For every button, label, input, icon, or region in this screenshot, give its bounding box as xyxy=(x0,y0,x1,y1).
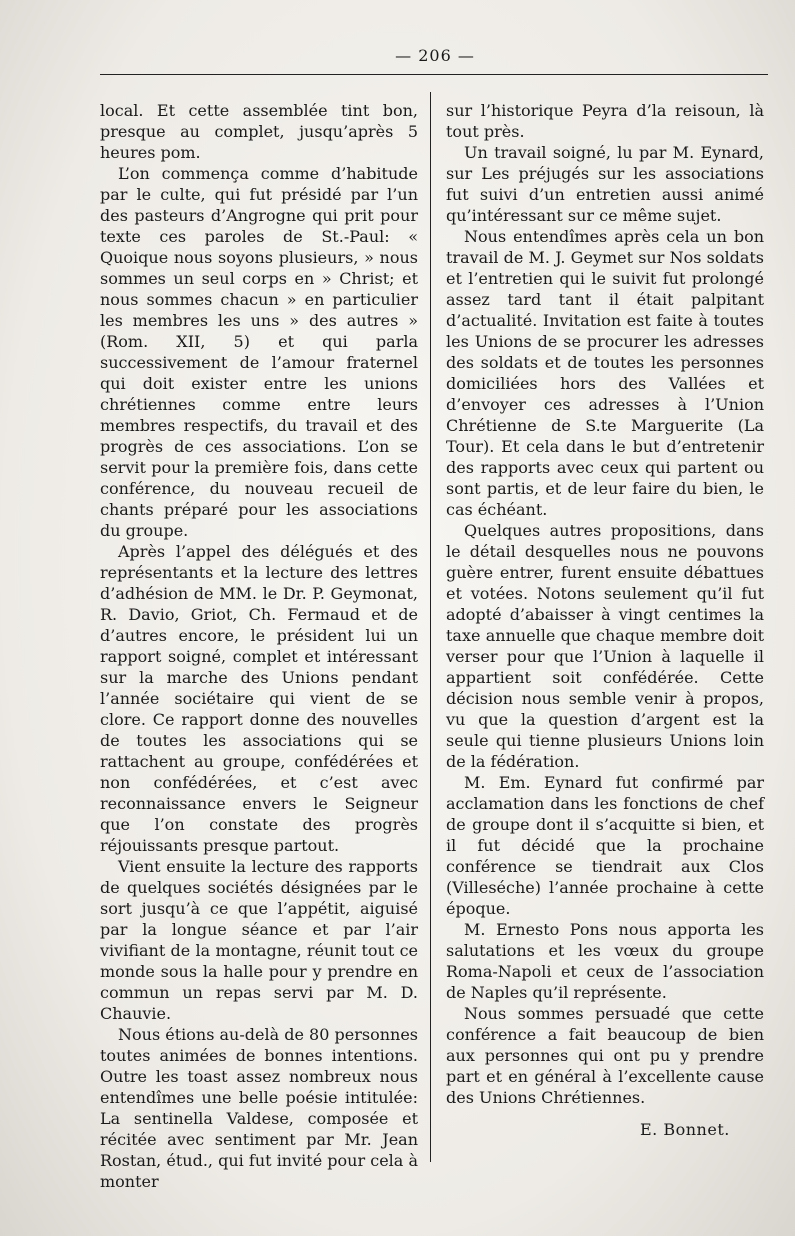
paragraph: Nous sommes persuadé que cette conférence a fait beaucoup de bien aux personnes qui ont pu y prendre part et en général à l’excellente cause des Unions Chrétiennes. xyxy=(446,1004,764,1107)
paragraph: M. Ernesto Pons nous apporta les salutations et les vœux du groupe Roma-Napoli et ceux de l’association de Naples qu’il représente. xyxy=(446,920,764,1002)
paragraph: sur l’historique Peyra d’la reisoun, là tout près. xyxy=(446,101,764,141)
page-number: — 206 — xyxy=(395,46,475,65)
paragraph: Nous entendîmes après cela un bon travail de M. J. Geymet sur Nos soldats et l’entretien qui le suivit fut prolongé assez tard tant il était palpitant d’actualité. Invitation est faite à toutes les Unions de se procurer les adresses des soldats et de toutes les personnes domiciliées hors des Vallées et d’envoyer ces adresses à l’Union Chrétienne de S.te Marguerite (La Tour). Et cela dans le but d’entretenir des rapports avec ceux qui partent ou sont partis, et de leur faire du bien, le cas échéant. xyxy=(446,227,764,519)
header-rule xyxy=(100,74,768,75)
paragraph: Après l’appel des délégués et des représentants et la lecture des lettres d’adhésion de MM. le Dr. P. Geymonat, R. Davio, Griot, Ch. Fermaud et de d’autres encore, le président lui un rapport soigné, complet et intéressant sur la marche des Unions pendant l’année sociétaire qui vient de se clore. Ce rapport donne des nouvelles de toutes les associations qui se rattachent au groupe, confédérées et non confédérées, et c’est avec reconnaissance envers le Seigneur que l’on constate des progrès réjouissants presque partout. xyxy=(100,542,418,855)
paragraph: Vient ensuite la lecture des rapports de quelques sociétés désignées par le sort jusqu’à ce que l’appétit, aiguisé par la longue séance et par l’air vivifiant de la montagne, réunit tout ce monde sous la halle pour y prendre en commun un repas servi par M. D. Chauvie. xyxy=(100,857,418,1023)
paragraph: L’on commença comme d’habitude par le culte, qui fut présidé par l’un des pasteurs d’Angrogne qui prit pour texte ces paroles de St.-Paul: « Quoique nous soyons plusieurs, » nous sommes un seul corps en » Christ; et nous sommes chacun » en particulier les membres les uns » des autres » (Rom. XII, 5) et qui parla successivement de l’amour fraternel qui doit exister entre les unions chrétiennes comme entre leurs membres respectifs, du travail et des progrès de ces associations. L’on se servit pour la première fois, dans cette conférence, du nouveau recueil de chants préparé pour les associations du groupe. xyxy=(100,164,418,540)
right-column xyxy=(446,100,764,1108)
paragraph: M. Em. Eynard fut confirmé par acclamation dans les fonctions de chef de groupe dont il s’acquitte si bien, et il fut décidé que la prochaine conférence se tiendrait aux Clos (Villeséche) l’année prochaine à cette époque. xyxy=(446,773,764,918)
paragraph: Quelques autres propositions, dans le détail desquelles nous ne pouvons guère entrer, furent ensuite débattues et votées. Notons seulement qu’il fut adopté d’abaisser à vingt centimes la taxe annuelle que chaque membre doit verser pour que l’Union à laquelle il appartient soit confédérée. Cette décision nous semble venir à propos, vu que la question d’argent est la seule qui tienne plusieurs Unions loin de la fédération. xyxy=(446,521,764,771)
paragraph: local. Et cette assemblée tint bon, presque au complet, jusqu’après 5 heures pom. xyxy=(100,101,418,162)
paragraph: Un travail soigné, lu par M. Eynard, sur Les préjugés sur les associations fut suivi d’un entretien aussi animé qu’intéressant sur ce même sujet. xyxy=(446,143,764,225)
author-signature: E. Bonnet. xyxy=(640,1120,730,1139)
column-divider xyxy=(430,92,431,1162)
paragraph: Nous étions au-delà de 80 personnes toutes animées de bonnes intentions. Outre les toast assez nombreux nous entendîmes une belle poésie intitulée: La sentinella Valdese, composée et récitée avec sentiment par Mr. Jean Rostan, étud., qui fut invité pour cela à monter xyxy=(100,1025,418,1191)
left-column xyxy=(100,100,418,1192)
